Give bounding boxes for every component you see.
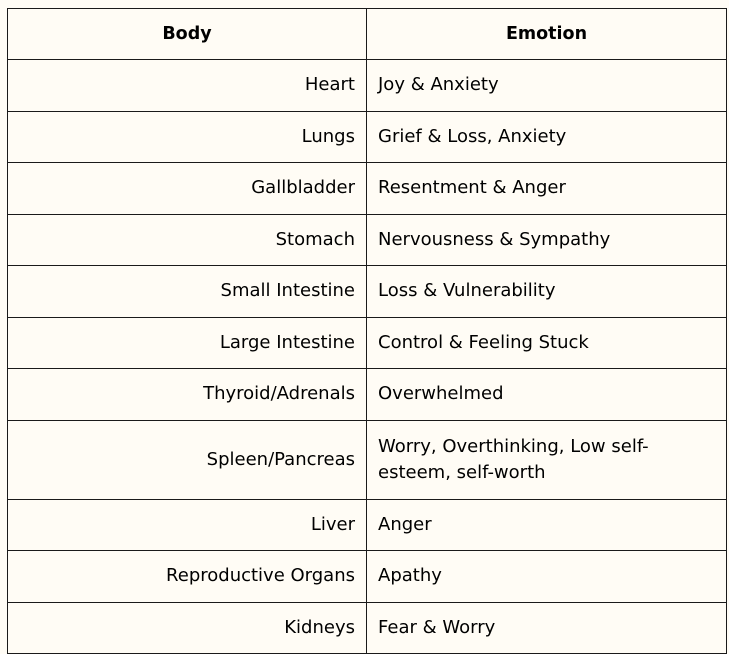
body-cell: Stomach [8,214,367,266]
body-cell: Liver [8,499,367,551]
body-cell: Heart [8,60,367,112]
body-cell: Small Intestine [8,266,367,318]
body-emotion-table [7,8,727,654]
emotion-cell: Anger [367,499,727,551]
column-header-emotion: Emotion [367,9,727,60]
emotion-cell: Joy & Anxiety [367,60,727,112]
table-row [8,499,727,551]
table-header-row [8,9,727,60]
body-cell: Gallbladder [8,163,367,215]
emotion-cell: Overwhelmed [367,369,727,421]
table-row [8,163,727,215]
emotion-cell: Grief & Loss, Anxiety [367,111,727,163]
table-row [8,214,727,266]
emotion-cell: Apathy [367,551,727,603]
table-row [8,602,727,654]
emotion-cell: Loss & Vulnerability [367,266,727,318]
table-row [8,317,727,369]
emotion-cell: Resentment & Anger [367,163,727,215]
body-cell: Large Intestine [8,317,367,369]
body-cell: Reproductive Organs [8,551,367,603]
emotion-cell: Control & Feeling Stuck [367,317,727,369]
emotion-cell: Fear & Worry [367,602,727,654]
table-row [8,60,727,112]
table-row [8,266,727,318]
table-row [8,369,727,421]
table-row [8,551,727,603]
column-header-body: Body [8,9,367,60]
body-cell: Spleen/Pancreas [8,420,367,499]
table-row [8,420,727,499]
body-cell: Thyroid/Adrenals [8,369,367,421]
body-cell: Kidneys [8,602,367,654]
body-cell: Lungs [8,111,367,163]
table-row [8,111,727,163]
emotion-cell: Worry, Overthinking, Low self-esteem, self-worth [367,420,727,499]
emotion-cell: Nervousness & Sympathy [367,214,727,266]
